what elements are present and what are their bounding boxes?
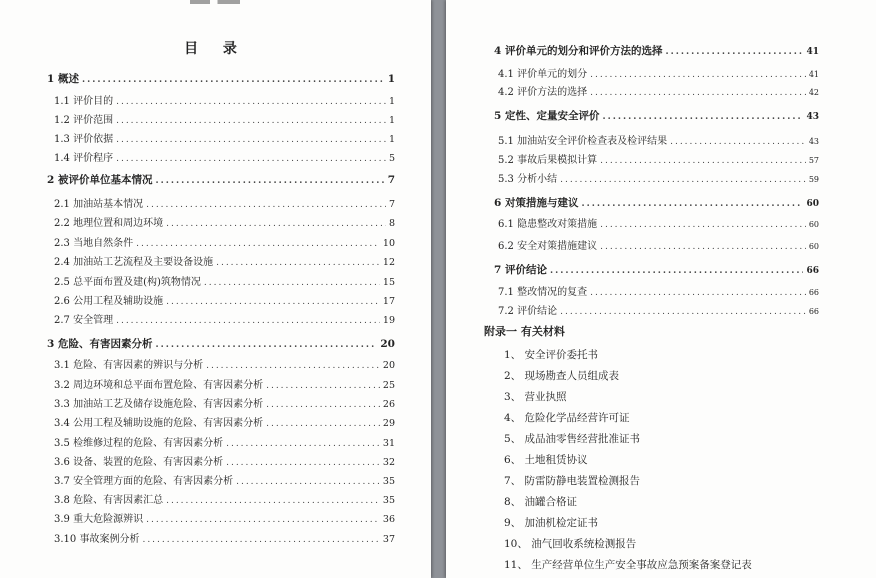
dot-leader bbox=[155, 174, 384, 188]
dot-leader bbox=[166, 494, 380, 508]
toc-page-right bbox=[446, 0, 876, 578]
toc-chapter-entry[interactable] bbox=[494, 44, 819, 59]
toc-entry-title bbox=[54, 295, 163, 309]
toc-entry-page-number: 20 bbox=[380, 338, 395, 350]
appendix-item[interactable]: 9、 加油机检定证书 bbox=[504, 517, 599, 529]
toc-section-entry[interactable] bbox=[54, 494, 395, 508]
toc-entry-page-number: 17 bbox=[382, 296, 395, 307]
toc-entry-title bbox=[498, 218, 597, 232]
toc-entry-text: 事故案例分析 bbox=[79, 534, 140, 545]
toc-section-entry[interactable] bbox=[498, 286, 819, 300]
toc-entry-text: 分析小结 bbox=[517, 174, 558, 185]
toc-entry-page-number: 66 bbox=[808, 307, 819, 316]
toc-entry-text: 隐患整改对策措施 bbox=[517, 219, 598, 230]
toc-entry-page-number: 7 bbox=[387, 174, 395, 186]
toc-entry-title bbox=[498, 154, 597, 168]
dot-leader bbox=[560, 173, 806, 187]
dot-leader bbox=[204, 276, 380, 290]
toc-entry-title bbox=[494, 44, 662, 58]
appendix-item[interactable]: 5、 成品油零售经营批准证书 bbox=[504, 433, 641, 445]
toc-entry-number: 7.2 bbox=[498, 306, 514, 317]
dot-leader bbox=[216, 256, 380, 270]
toc-entry-page-number: 36 bbox=[382, 514, 395, 525]
dot-leader bbox=[550, 264, 804, 278]
toc-entry-text: 公用工程及辅助设施的危险、有害因素分析 bbox=[73, 418, 264, 429]
toc-entry-title bbox=[494, 109, 599, 123]
toc-entry-title bbox=[54, 513, 143, 527]
toc-entry-text: 评价方法的选择 bbox=[517, 87, 588, 98]
toc-entry-text: 评价结论 bbox=[504, 264, 547, 276]
toc-entry-number: 2.2 bbox=[54, 218, 70, 229]
toc-section-entry[interactable] bbox=[54, 533, 395, 547]
toc-section-entry[interactable] bbox=[54, 198, 395, 212]
toc-entry-page-number: 5 bbox=[388, 153, 395, 164]
toc-entry-text: 评价目的 bbox=[73, 96, 114, 107]
dot-leader bbox=[266, 417, 380, 431]
toc-entry-page-number: 26 bbox=[382, 399, 395, 410]
appendix-item[interactable]: 8、 油罐合格证 bbox=[504, 496, 578, 508]
toc-section-entry[interactable] bbox=[54, 417, 395, 431]
toc-entry-title bbox=[498, 173, 557, 187]
toc-entry-number: 2.6 bbox=[54, 296, 70, 307]
toc-entry-title bbox=[494, 263, 547, 277]
toc-entry-title bbox=[54, 398, 263, 412]
toc-entry-number: 7.1 bbox=[498, 287, 514, 298]
dot-leader bbox=[146, 198, 386, 212]
toc-entry-number: 3 bbox=[47, 338, 55, 350]
toc-entry-page-number: 42 bbox=[808, 88, 819, 97]
dot-leader bbox=[602, 110, 803, 124]
toc-entry-text: 重大危险源辨识 bbox=[73, 514, 144, 525]
toc-entry-number: 3.10 bbox=[54, 534, 77, 545]
toc-section-entry[interactable] bbox=[54, 398, 395, 412]
toc-entry-text: 对策措施与建议 bbox=[504, 197, 579, 209]
toc-section-entry[interactable] bbox=[498, 86, 819, 100]
toc-entry-page-number: 60 bbox=[808, 220, 819, 229]
toc-entry-text: 加油站基本情况 bbox=[73, 199, 144, 210]
toc-entry-title bbox=[54, 256, 213, 270]
toc-entry-title bbox=[54, 533, 139, 547]
toc-entry-text: 检维修过程的危险、有害因素分析 bbox=[73, 438, 224, 449]
toc-entry-page-number: 35 bbox=[382, 476, 395, 487]
toc-section-entry[interactable] bbox=[54, 359, 395, 373]
toc-entry-page-number: 41 bbox=[808, 70, 819, 79]
toc-entry-page-number: 32 bbox=[382, 457, 395, 468]
header-stamp bbox=[190, 0, 240, 4]
toc-entry-title bbox=[47, 173, 152, 187]
toc-section-entry[interactable] bbox=[54, 276, 395, 290]
toc-entry-number: 5.1 bbox=[498, 136, 514, 147]
toc-entry-number: 4.1 bbox=[498, 69, 514, 80]
toc-entry-page-number: 35 bbox=[382, 495, 395, 506]
toc-title: 目 录 bbox=[184, 41, 247, 57]
toc-entry-number: 3.6 bbox=[54, 457, 70, 468]
toc-section-entry[interactable] bbox=[54, 456, 395, 470]
toc-entry-number: 2.5 bbox=[54, 277, 70, 288]
toc-entry-number: 1 bbox=[47, 73, 55, 85]
toc-section-entry[interactable] bbox=[54, 256, 395, 270]
toc-entry-text: 被评价单位基本情况 bbox=[57, 174, 153, 186]
dot-leader bbox=[82, 73, 385, 87]
toc-entry-number: 2.1 bbox=[54, 199, 70, 210]
appendix-item[interactable]: 11、 生产经营单位生产安全事故应急预案备案登记表 bbox=[504, 559, 752, 571]
toc-section-entry[interactable] bbox=[498, 305, 819, 319]
toc-section-entry[interactable] bbox=[54, 152, 395, 166]
toc-entry-title bbox=[54, 114, 113, 128]
toc-section-entry[interactable] bbox=[498, 240, 819, 254]
toc-entry-title bbox=[47, 337, 152, 351]
toc-entry-number: 3.8 bbox=[54, 495, 70, 506]
toc-section-entry[interactable] bbox=[498, 173, 819, 187]
appendix-item[interactable]: 2、 现场勘查人员组成表 bbox=[504, 370, 620, 382]
dot-leader bbox=[581, 197, 803, 211]
toc-entry-number: 7 bbox=[494, 264, 502, 276]
toc-entry-page-number: 57 bbox=[808, 156, 819, 165]
toc-entry-title bbox=[54, 237, 133, 251]
toc-entry-title bbox=[54, 417, 263, 431]
appendix-item[interactable]: 6、 土地租赁协议 bbox=[504, 454, 588, 466]
dot-leader bbox=[116, 152, 386, 166]
appendix-item[interactable]: 10、 油气回收系统检测报告 bbox=[504, 538, 637, 550]
toc-chapter-entry[interactable] bbox=[47, 173, 395, 188]
toc-entry-number: 1.2 bbox=[54, 115, 70, 126]
appendix-item[interactable]: 1、 安全评价委托书 bbox=[504, 349, 599, 361]
toc-entry-number: 2 bbox=[47, 174, 55, 186]
toc-entry-page-number: 20 bbox=[382, 360, 395, 371]
toc-section-entry[interactable] bbox=[54, 217, 395, 231]
dot-leader bbox=[590, 86, 806, 100]
toc-entry-title bbox=[498, 240, 597, 254]
toc-entry-number: 4.2 bbox=[498, 87, 514, 98]
toc-entry-number: 1.3 bbox=[54, 134, 70, 145]
toc-entry-text: 总平面布置及建(构)筑物情况 bbox=[73, 277, 201, 288]
toc-entry-text: 评价范围 bbox=[73, 115, 114, 126]
toc-entry-page-number: 1 bbox=[387, 73, 395, 85]
toc-entry-text: 加油站工艺流程及主要设备设施 bbox=[73, 257, 214, 268]
toc-chapter-entry[interactable] bbox=[494, 196, 819, 211]
toc-entry-title bbox=[498, 68, 587, 82]
toc-chapter-entry[interactable] bbox=[494, 109, 819, 124]
toc-entry-text: 当地自然条件 bbox=[73, 238, 134, 249]
toc-entry-page-number: 7 bbox=[388, 199, 395, 210]
toc-entry-title bbox=[498, 135, 667, 149]
toc-entry-text: 评价单元的划分和评价方法的选择 bbox=[504, 45, 663, 57]
toc-entry-text: 概述 bbox=[57, 73, 79, 85]
toc-entry-text: 危险、有害因素汇总 bbox=[73, 495, 164, 506]
toc-entry-text: 安全管理 bbox=[73, 315, 114, 326]
toc-entry-title bbox=[54, 198, 143, 212]
toc-section-entry[interactable] bbox=[498, 135, 819, 149]
toc-entry-number: 6 bbox=[494, 197, 502, 209]
toc-entry-text: 评价依据 bbox=[73, 134, 114, 145]
toc-entry-page-number: 31 bbox=[382, 438, 395, 449]
toc-entry-page-number: 15 bbox=[382, 277, 395, 288]
toc-entry-page-number: 1 bbox=[388, 134, 395, 145]
toc-entry-page-number: 10 bbox=[382, 238, 395, 249]
toc-entry-text: 定性、定量安全评价 bbox=[504, 110, 600, 122]
toc-entry-number: 1.4 bbox=[54, 153, 70, 164]
toc-entry-text: 加油站工艺及储存设施危险、有害因素分析 bbox=[73, 399, 264, 410]
toc-entry-page-number: 1 bbox=[388, 96, 395, 107]
toc-entry-number: 6.1 bbox=[498, 219, 514, 230]
toc-entry-text: 危险、有害因素分析 bbox=[57, 338, 153, 350]
toc-entry-title bbox=[47, 72, 79, 86]
dot-leader bbox=[266, 379, 380, 393]
toc-chapter-entry[interactable] bbox=[47, 72, 395, 87]
toc-entry-page-number: 12 bbox=[382, 257, 395, 268]
toc-entry-number: 2.3 bbox=[54, 238, 70, 249]
dot-leader bbox=[155, 338, 377, 352]
toc-section-entry[interactable] bbox=[54, 513, 395, 527]
toc-entry-page-number: 59 bbox=[808, 175, 819, 184]
toc-section-entry[interactable] bbox=[54, 237, 395, 251]
toc-section-entry[interactable] bbox=[54, 295, 395, 309]
toc-entry-number: 5.3 bbox=[498, 174, 514, 185]
toc-page-left bbox=[0, 0, 431, 578]
dot-leader bbox=[142, 533, 379, 547]
toc-entry-number: 3.5 bbox=[54, 438, 70, 449]
toc-section-entry[interactable] bbox=[54, 379, 395, 393]
toc-entry-text: 整改情况的复查 bbox=[517, 287, 588, 298]
toc-entry-title bbox=[498, 86, 587, 100]
dot-leader bbox=[116, 114, 386, 128]
toc-entry-number: 3.2 bbox=[54, 380, 70, 391]
dot-leader bbox=[665, 45, 803, 59]
toc-entry-number: 3.3 bbox=[54, 399, 70, 410]
toc-entry-title bbox=[54, 152, 113, 166]
dot-leader bbox=[236, 475, 380, 489]
dot-leader bbox=[116, 133, 386, 147]
toc-entry-title bbox=[54, 494, 163, 508]
dot-leader bbox=[226, 456, 380, 470]
toc-entry-text: 公用工程及辅助设施 bbox=[73, 296, 164, 307]
toc-entry-text: 危险、有害因素的辨识与分析 bbox=[73, 360, 204, 371]
toc-entry-page-number: 37 bbox=[382, 534, 395, 545]
dot-leader bbox=[146, 513, 380, 527]
toc-section-entry[interactable] bbox=[54, 475, 395, 489]
toc-entry-page-number: 43 bbox=[808, 137, 819, 146]
toc-section-entry[interactable] bbox=[54, 114, 395, 128]
toc-entry-number: 3.7 bbox=[54, 476, 70, 487]
appendix-title: 附录一 有关材料 bbox=[484, 325, 565, 338]
toc-entry-page-number: 1 bbox=[388, 115, 395, 126]
toc-chapter-entry[interactable] bbox=[494, 263, 819, 278]
dot-leader bbox=[226, 437, 380, 451]
toc-entry-number: 5.2 bbox=[498, 155, 514, 166]
dot-leader bbox=[590, 286, 806, 300]
toc-entry-page-number: 66 bbox=[806, 266, 819, 276]
toc-entry-page-number: 43 bbox=[806, 112, 819, 122]
toc-entry-page-number: 66 bbox=[808, 288, 819, 297]
toc-entry-text: 设备、装置的危险、有害因素分析 bbox=[73, 457, 224, 468]
toc-entry-title bbox=[54, 133, 113, 147]
dot-leader bbox=[560, 305, 806, 319]
toc-entry-title bbox=[54, 359, 203, 373]
toc-entry-title bbox=[54, 379, 263, 393]
appendix-item[interactable]: 4、 危险化学品经营许可证 bbox=[504, 412, 630, 424]
toc-entry-text: 周边环境和总平面布置危险、有害因素分析 bbox=[73, 380, 264, 391]
toc-entry-number: 1.1 bbox=[54, 96, 70, 107]
appendix-item[interactable]: 7、 防雷防静电装置检测报告 bbox=[504, 475, 641, 487]
toc-section-entry[interactable] bbox=[54, 314, 395, 328]
dot-leader bbox=[136, 237, 380, 251]
toc-entry-title bbox=[54, 217, 163, 231]
toc-entry-title bbox=[54, 437, 223, 451]
toc-entry-title bbox=[54, 95, 113, 109]
dot-leader bbox=[116, 95, 386, 109]
toc-entry-number: 2.4 bbox=[54, 257, 70, 268]
toc-entry-text: 事故后果模拟计算 bbox=[517, 155, 598, 166]
toc-entry-title bbox=[54, 475, 233, 489]
toc-entry-number: 3.9 bbox=[54, 514, 70, 525]
toc-entry-page-number: 8 bbox=[388, 218, 395, 229]
dot-leader bbox=[600, 154, 806, 168]
dot-leader bbox=[670, 135, 806, 149]
toc-entry-number: 3.4 bbox=[54, 418, 70, 429]
toc-entry-text: 评价结论 bbox=[517, 306, 558, 317]
toc-section-entry[interactable] bbox=[54, 133, 395, 147]
toc-entry-title bbox=[498, 286, 587, 300]
toc-section-entry[interactable] bbox=[498, 154, 819, 168]
appendix-item[interactable]: 3、 营业执照 bbox=[504, 391, 567, 403]
toc-entry-page-number: 19 bbox=[382, 315, 395, 326]
toc-entry-number: 3.1 bbox=[54, 360, 70, 371]
toc-entry-number: 5 bbox=[494, 110, 502, 122]
toc-entry-text: 安全管理方面的危险、有害因素分析 bbox=[73, 476, 234, 487]
toc-entry-text: 安全对策措施建议 bbox=[517, 241, 598, 252]
toc-section-entry[interactable] bbox=[54, 95, 395, 109]
toc-entry-title bbox=[498, 305, 557, 319]
dot-leader bbox=[166, 295, 380, 309]
toc-section-entry[interactable] bbox=[54, 437, 395, 451]
toc-entry-page-number: 60 bbox=[808, 242, 819, 251]
toc-entry-text: 评价程序 bbox=[73, 153, 114, 164]
toc-entry-title bbox=[54, 456, 223, 470]
toc-section-entry[interactable] bbox=[498, 218, 819, 232]
toc-entry-title bbox=[54, 314, 113, 328]
toc-entry-text: 评价单元的划分 bbox=[517, 69, 588, 80]
toc-section-entry[interactable] bbox=[498, 68, 819, 82]
toc-entry-page-number: 41 bbox=[806, 47, 819, 57]
toc-entry-page-number: 25 bbox=[382, 380, 395, 391]
toc-entry-title bbox=[494, 196, 578, 210]
toc-entry-page-number: 29 bbox=[382, 418, 395, 429]
dot-leader bbox=[590, 68, 806, 82]
toc-chapter-entry[interactable] bbox=[47, 337, 395, 352]
toc-entry-text: 加油站安全评价检查表及检评结果 bbox=[517, 136, 668, 147]
dot-leader bbox=[206, 359, 380, 373]
toc-entry-title bbox=[54, 276, 201, 290]
dot-leader bbox=[600, 240, 806, 254]
toc-entry-page-number: 60 bbox=[806, 199, 819, 209]
toc-entry-text: 地理位置和周边环境 bbox=[73, 218, 164, 229]
toc-entry-number: 4 bbox=[494, 45, 502, 57]
dot-leader bbox=[266, 398, 380, 412]
toc-entry-number: 6.2 bbox=[498, 241, 514, 252]
dot-leader bbox=[166, 217, 386, 231]
toc-entry-number: 2.7 bbox=[54, 315, 70, 326]
dot-leader bbox=[600, 218, 806, 232]
dot-leader bbox=[116, 314, 380, 328]
